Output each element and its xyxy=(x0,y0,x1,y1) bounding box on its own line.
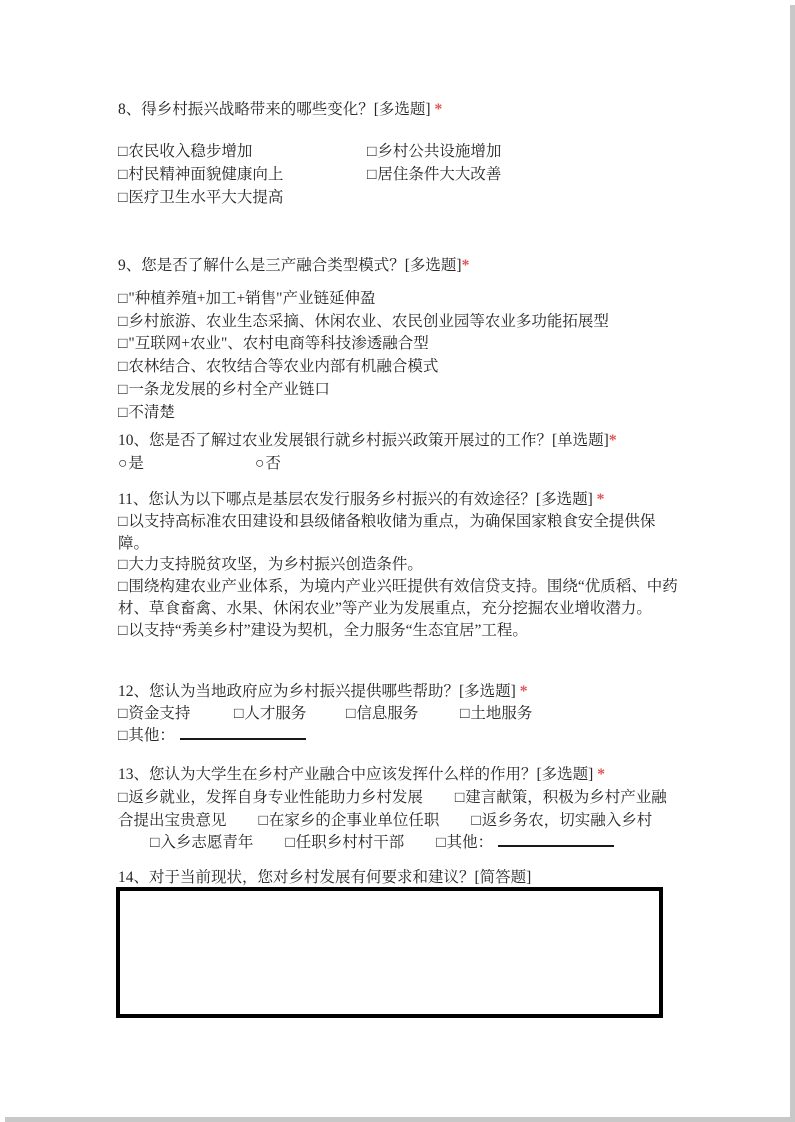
question-q10 xyxy=(118,430,680,475)
checkbox-option[interactable] xyxy=(234,705,306,722)
question-heading-text: 8、得乡村振兴战略带来的哪些变化？[多选题] xyxy=(118,101,431,118)
question-heading xyxy=(118,764,680,785)
checkbox-icon: □ xyxy=(150,834,160,851)
option-row xyxy=(367,140,680,163)
checkbox-option[interactable] xyxy=(118,189,283,206)
checkbox-icon: □ xyxy=(346,705,356,722)
checkbox-option[interactable] xyxy=(118,556,423,573)
option-label: 任职乡村村干部 xyxy=(295,834,405,851)
option-row xyxy=(118,554,680,576)
checkbox-icon: □ xyxy=(471,811,481,829)
option-cell xyxy=(460,703,532,725)
option-label: 村民精神面貌健康向上 xyxy=(128,166,284,183)
checkbox-option[interactable] xyxy=(118,166,283,183)
option-label: 入乡志愿青年 xyxy=(160,834,254,851)
checkbox-icon: □ xyxy=(454,789,465,806)
options-q11 xyxy=(118,511,680,641)
question-heading-text: 13、您认为大学生在乡村产业融合中应该发挥什么样的作用？[多选题] xyxy=(118,766,594,783)
checkbox-icon: □ xyxy=(118,166,128,183)
option-label: "互联网+农业"、农村电商等科技渗透融合型 xyxy=(128,335,429,353)
checkbox-icon: □ xyxy=(118,290,128,307)
checkbox-option[interactable] xyxy=(118,143,252,160)
required-asterisk: * xyxy=(430,101,443,118)
required-asterisk: * xyxy=(592,491,605,508)
option-row xyxy=(118,379,680,402)
options-q10 xyxy=(118,453,680,475)
options-q9 xyxy=(118,288,680,424)
question-heading xyxy=(118,867,680,888)
option-cell xyxy=(118,453,255,475)
checkbox-icon: □ xyxy=(118,556,128,574)
checkbox-option[interactable] xyxy=(118,313,609,330)
option-row xyxy=(118,620,680,642)
question-q12 xyxy=(118,681,680,748)
question-q8 xyxy=(118,99,680,209)
option-label: 人才服务 xyxy=(244,705,307,722)
required-asterisk: * xyxy=(593,766,605,783)
option-row xyxy=(367,163,680,186)
checkbox-icon: □ xyxy=(118,621,128,639)
option-row xyxy=(118,140,367,163)
question-heading-text: 9、您是否了解什么是三产融合类型模式？[多选题] xyxy=(118,257,462,274)
checkbox-icon: □ xyxy=(118,312,128,330)
options-q8 xyxy=(118,140,680,209)
checkbox-option[interactable] xyxy=(118,381,330,398)
radio-icon: ○ xyxy=(255,455,265,472)
answer-textarea[interactable] xyxy=(116,887,663,1018)
options-q13 xyxy=(118,787,680,855)
option-row xyxy=(118,333,680,356)
other-blank-input[interactable] xyxy=(180,726,306,740)
checkbox-option[interactable] xyxy=(150,834,253,851)
questionnaire-content xyxy=(118,0,680,1117)
checkbox-icon: □ xyxy=(118,789,128,806)
option-label: 返乡务农，切实融入乡村 xyxy=(481,811,653,829)
checkbox-option[interactable] xyxy=(118,358,438,375)
question-q14 xyxy=(118,867,680,888)
checkbox-icon: □ xyxy=(367,143,377,160)
option-label: 居住条件大大改善 xyxy=(377,166,502,183)
option-row xyxy=(118,288,680,311)
option-label: 以支持高标准农田建设和县级储备粮收储为重点，为确保国家粮食安全提供保障。 xyxy=(118,513,656,552)
option-label: 一条龙发展的乡村全产业链口 xyxy=(128,380,330,398)
question-q13 xyxy=(118,764,680,855)
option-row xyxy=(118,402,680,425)
question-heading-text: 11、您认为以下哪点是基层农发行服务乡村振兴的有效途径？[多选题] xyxy=(118,491,593,508)
checkbox-option-other[interactable] xyxy=(118,727,175,744)
other-option-line xyxy=(118,725,680,747)
question-heading-text: 14、对于当前现状，您对乡村发展有何要求和建议？[简答题] xyxy=(118,869,532,886)
checkbox-icon: □ xyxy=(436,834,446,851)
radio-option[interactable] xyxy=(118,455,144,472)
option-cell xyxy=(234,703,346,725)
checkbox-icon: □ xyxy=(118,335,128,353)
radio-icon: ○ xyxy=(118,455,128,472)
option-label: 是 xyxy=(128,455,144,472)
checkbox-option-other[interactable] xyxy=(436,834,493,851)
checkbox-option[interactable] xyxy=(118,404,175,421)
checkbox-icon: □ xyxy=(118,403,128,421)
option-label: 在家乡的企事业单位任职 xyxy=(268,811,440,829)
option-row xyxy=(118,186,367,209)
question-heading xyxy=(118,489,680,510)
option-label: 以支持“秀美乡村”建设为契机，全力服务“生态宜居”工程。 xyxy=(128,621,528,639)
checkbox-icon: □ xyxy=(118,513,128,530)
checkbox-icon: □ xyxy=(118,380,128,398)
checkbox-option[interactable] xyxy=(118,578,678,617)
checkbox-icon: □ xyxy=(460,705,470,722)
option-label: 医疗卫生水平大大提高 xyxy=(128,189,284,206)
options-q12 xyxy=(118,703,680,725)
required-asterisk: * xyxy=(515,683,528,700)
radio-option[interactable] xyxy=(255,455,281,472)
option-label: 农民收入稳步增加 xyxy=(128,143,253,160)
checkbox-option[interactable] xyxy=(118,335,429,352)
other-blank-input[interactable] xyxy=(498,833,614,847)
checkbox-icon: □ xyxy=(285,834,295,851)
option-label: "种植养殖+加工+销售"产业链延伸盈 xyxy=(128,290,376,307)
required-asterisk: * xyxy=(461,257,470,274)
option-row xyxy=(118,511,680,554)
checkbox-icon: □ xyxy=(118,705,128,722)
checkbox-option[interactable] xyxy=(118,789,423,806)
checkbox-option[interactable] xyxy=(285,834,404,851)
checkbox-option[interactable] xyxy=(471,812,652,829)
checkbox-option[interactable] xyxy=(118,705,190,722)
option-cell xyxy=(255,453,281,475)
checkbox-option[interactable] xyxy=(118,290,376,307)
checkbox-option[interactable] xyxy=(118,513,655,552)
question-q11 xyxy=(118,489,680,641)
checkbox-option[interactable] xyxy=(259,812,440,829)
checkbox-icon: □ xyxy=(118,143,128,160)
question-heading xyxy=(118,99,680,120)
option-label: 其他： xyxy=(446,834,494,851)
checkbox-icon: □ xyxy=(234,705,244,722)
question-heading xyxy=(118,681,680,702)
option-cell xyxy=(346,703,460,725)
option-label: 信息服务 xyxy=(356,705,419,722)
option-label: 否 xyxy=(265,455,281,472)
option-label: 其他： xyxy=(128,727,175,745)
option-row xyxy=(118,576,680,619)
option-label: 乡村旅游、农业生态采摘、休闲农业、农民创业园等农业多功能拓展型 xyxy=(128,312,609,330)
checkbox-icon: □ xyxy=(118,727,128,745)
option-row xyxy=(118,163,367,186)
checkbox-icon: □ xyxy=(118,578,128,596)
question-heading xyxy=(118,430,680,451)
checkbox-option[interactable] xyxy=(367,143,501,160)
question-heading-text: 12、您认为当地政府应为乡村振兴提供哪些帮助？[多选题] xyxy=(118,683,516,700)
option-label: 土地服务 xyxy=(470,705,533,722)
option-label: 乡村公共设施增加 xyxy=(377,143,502,160)
question-heading xyxy=(118,255,680,276)
option-cell xyxy=(118,703,234,725)
checkbox-option[interactable] xyxy=(346,705,418,722)
checkbox-option[interactable] xyxy=(118,622,528,639)
option-label: 农林结合、农牧结合等农业内部有机融合模式 xyxy=(128,358,439,376)
question-q9 xyxy=(118,255,680,424)
checkbox-option[interactable] xyxy=(460,705,532,722)
required-asterisk: * xyxy=(608,432,617,449)
option-label: 返乡就业，发挥自身专业性能助力乡村发展 xyxy=(128,789,423,806)
checkbox-icon: □ xyxy=(258,811,268,829)
checkbox-icon: □ xyxy=(367,166,377,183)
option-label: 不清楚 xyxy=(128,403,175,421)
checkbox-icon: □ xyxy=(118,189,128,206)
option-label: 大力支持脱贫攻坚，为乡村振兴创造条件。 xyxy=(128,556,423,574)
question-heading-text: 10、您是否了解过农业发展银行就乡村振兴政策开展过的工作？[单选题] xyxy=(118,432,609,449)
option-label: 围绕构建农业产业体系，为境内产业兴旺提供有效信贷支持。围绕“优质稻、中药材、草食畜禽、水果、休闲农业”等产业为发展重点，充分挖掘农业增收潜力。 xyxy=(118,578,678,617)
option-label: 资金支持 xyxy=(128,705,191,722)
option-row xyxy=(118,311,680,334)
checkbox-icon: □ xyxy=(118,358,128,376)
option-label: 建言献策，积极为乡村产业融合提出宝贵意见 xyxy=(118,789,667,829)
checkbox-option[interactable] xyxy=(367,166,501,183)
option-row xyxy=(118,356,680,379)
